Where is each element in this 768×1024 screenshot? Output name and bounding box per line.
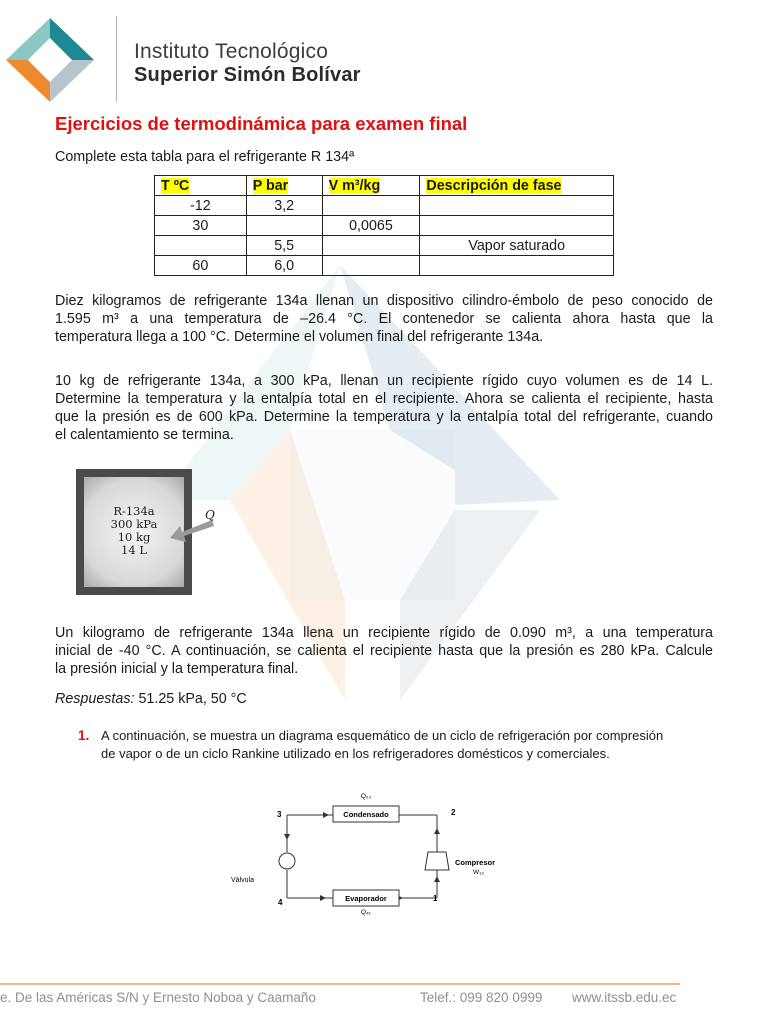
table-cell bbox=[420, 256, 614, 276]
table-cell bbox=[155, 236, 247, 256]
list-item-text bbox=[101, 727, 714, 763]
w12-label: W₁₂ bbox=[473, 869, 484, 876]
table-cell: 0,0065 bbox=[322, 216, 420, 236]
footer-divider bbox=[0, 983, 680, 985]
tank-label: R-134a bbox=[113, 504, 155, 518]
table-cell: 30 bbox=[155, 216, 247, 236]
header-temperature: T ºC bbox=[155, 176, 247, 196]
paragraph-line: Diez kilogramos de refrigerante 134a llenan un dispositivo cilindro-émbolo de peso conocido de bbox=[55, 293, 713, 309]
table-cell: Vapor saturado bbox=[420, 236, 614, 256]
table-cell bbox=[420, 196, 614, 216]
paragraph-line: el calentamiento se termina. bbox=[55, 427, 234, 443]
table-cell: 60 bbox=[155, 256, 247, 276]
valve-label: Válvula bbox=[231, 877, 254, 884]
footer-phone: Telef.: 099 820 0999 bbox=[420, 990, 543, 1005]
condenser-label: Condensado bbox=[343, 810, 389, 819]
paragraph-line: Un kilogramo de refrigerante 134a llena un recipiente rígido de 0.090 m³, a una temperatura bbox=[55, 625, 713, 641]
q41-label: Q₄₁ bbox=[361, 909, 371, 916]
paragraph-line: inicial de -40 °C. A continuación, se calienta el recipiente hasta que la presión es 280 kPa. Calcule bbox=[55, 643, 713, 659]
tank-label: 14 L bbox=[121, 543, 147, 557]
node-1-label: 1 bbox=[433, 894, 438, 903]
node-2-label: 2 bbox=[451, 808, 456, 817]
q23-label: Q₂₃ bbox=[360, 793, 372, 800]
compressor-label: Compresor bbox=[455, 858, 496, 867]
institute-logo bbox=[4, 16, 96, 104]
table-cell: 6,0 bbox=[246, 256, 322, 276]
paragraph-line: la presión inicial y la temperatura final. bbox=[55, 661, 299, 677]
compressor-icon bbox=[425, 852, 449, 870]
tank-label: 10 kg bbox=[117, 530, 151, 544]
table-cell bbox=[420, 216, 614, 236]
table-row bbox=[155, 256, 614, 276]
footer-address: e. De las Américas S/N y Ernesto Noboa y Caamaño bbox=[0, 990, 316, 1005]
header-pressure: P bar bbox=[246, 176, 322, 196]
table-row bbox=[155, 196, 614, 216]
paragraph-line: 10 kg de refrigerante 134a, a 300 kPa, llenan un recipiente rígido cuyo volumen es de 14 L. bbox=[55, 373, 713, 389]
institute-name-line2: Superior Simón Bolívar bbox=[134, 64, 361, 86]
valve-icon bbox=[279, 853, 295, 869]
table-cell bbox=[322, 256, 420, 276]
table-intro: Complete esta tabla para el refrigerante R 134ª bbox=[55, 149, 355, 165]
paragraph-line: de vapor o de un ciclo Rankine utilizado en los refrigeradores domésticos y comerciales. bbox=[101, 746, 610, 761]
refrigeration-cycle-diagram bbox=[225, 788, 525, 918]
header-phase: Descripción de fase bbox=[420, 176, 614, 196]
answers-label: Respuestas: bbox=[55, 691, 135, 707]
paragraph-line: Determine la temperatura y la entalpía total en el recipiente. Ahora se calienta el recipiente, hasta bbox=[55, 391, 713, 407]
node-4-label: 4 bbox=[278, 898, 283, 907]
r134-table bbox=[154, 175, 614, 276]
problem-1-text bbox=[55, 292, 713, 346]
flow-arrow-icon bbox=[323, 812, 329, 818]
problem-3-text bbox=[55, 624, 713, 678]
tank-label: 300 kPa bbox=[110, 517, 158, 531]
footer-website[interactable]: www.itssb.edu.ec bbox=[572, 990, 677, 1005]
flow-arrow-icon bbox=[434, 828, 440, 834]
table-header-row bbox=[155, 176, 614, 196]
document-title: Ejercicios de termodinámica para examen final bbox=[55, 113, 468, 134]
paragraph-line: que la presión es de 600 kPa. Determine la temperatura y la entalpía total del refrigerante, cuando bbox=[55, 409, 713, 425]
table-cell bbox=[322, 236, 420, 256]
paragraph-line: A continuación, se muestra un diagrama esquemático de un ciclo de refrigeración por compresión bbox=[101, 728, 664, 743]
flow-arrow-icon bbox=[320, 895, 326, 901]
flow-arrow-icon bbox=[284, 834, 290, 840]
header-divider bbox=[116, 16, 117, 102]
answers-value: 51.25 kPa, 50 °C bbox=[134, 691, 247, 707]
answers bbox=[55, 691, 247, 707]
table-cell: 5,5 bbox=[246, 236, 322, 256]
table-row bbox=[155, 236, 614, 256]
problem-2-text bbox=[55, 372, 713, 444]
header-volume: V m³/kg bbox=[322, 176, 420, 196]
flow-arrow-icon bbox=[434, 876, 440, 882]
node-3-label: 3 bbox=[277, 810, 282, 819]
list-number: 1. bbox=[78, 728, 90, 743]
paragraph-line: temperatura llega a 100 °C. Determine el volumen final del refrigerante 134a. bbox=[55, 329, 544, 345]
table-row bbox=[155, 216, 614, 236]
institute-name-line1: Instituto Tecnológico bbox=[134, 40, 329, 63]
heat-label: Q bbox=[205, 508, 215, 522]
table-cell: 3,2 bbox=[246, 196, 322, 216]
paragraph-line: 1.595 m³ a una temperatura de –26.4 °C. El contenedor se calienta ahora hasta que la bbox=[55, 311, 713, 327]
table-cell: -12 bbox=[155, 196, 247, 216]
evaporator-label: Evaporador bbox=[345, 894, 387, 903]
table-cell bbox=[322, 196, 420, 216]
table-cell bbox=[246, 216, 322, 236]
